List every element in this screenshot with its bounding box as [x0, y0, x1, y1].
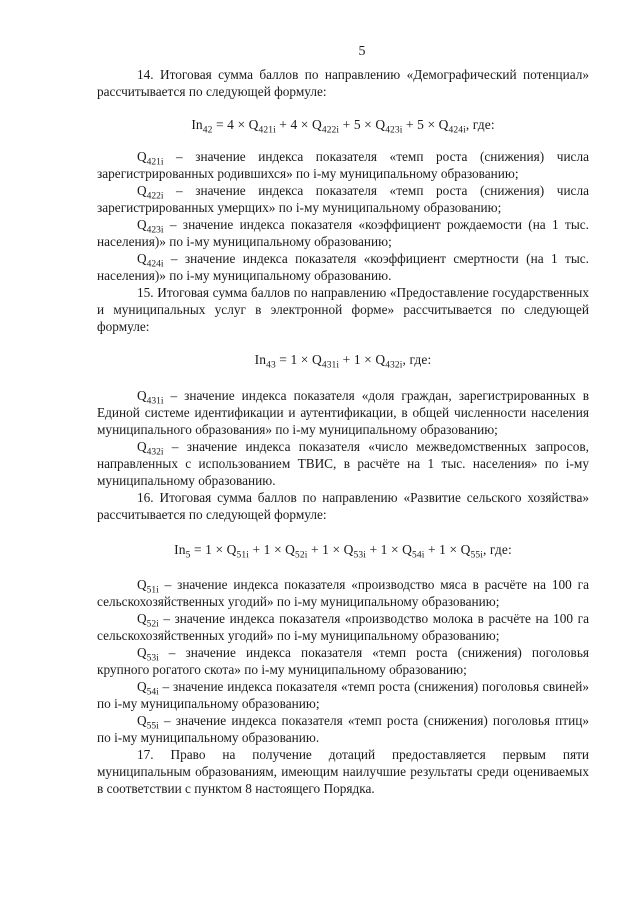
paragraph: 17. Право на получение дотаций предоставляется первым пяти муниципальным образованиям, имеющим наилучшие результаты среди оцениваемых в соответствии с пунктом 8 настоящего Порядка. — [97, 747, 589, 796]
formula-term: $1 \times Q_{51i}$ — [205, 542, 249, 561]
formula-lhs: $In_{42}$ — [191, 117, 213, 136]
definition-text: – значение индекса показателя «темп роста (снижения) поголовья крупного рогатого скота» по i-му муниципальному образованию; — [97, 645, 589, 677]
definition-text: – значение индекса показателя «производство молока в расчёте на 100 га сельскохозяйственных угодий» по i-му муниципальному образованию; — [97, 611, 589, 643]
definition-subscript: 422i — [146, 191, 164, 202]
formula-term-subscript: 55i — [470, 550, 483, 561]
formula-lhs: $In_{43}$ — [254, 352, 276, 371]
formula-term-subscript: 423i — [385, 125, 403, 136]
paragraph: 14. Итоговая сумма баллов по направлению «Демографический потенциал» рассчитывается по следующей формуле: — [97, 67, 589, 99]
formula-lhs-subscript: 43 — [266, 360, 276, 371]
definition-text: – значение индекса показателя «темп роста (снижения) числа зарегистрированных родившихся» по i-му муниципальному образованию; — [97, 149, 589, 181]
definition-text: – значение индекса показателя «число межведомственных запросов, направленных с использованием ТВИС, в расчёте на 1 тыс. населения» по i-му муниципальному образованию. — [97, 439, 589, 488]
definition-item: $Q_{421i}$ – значение индекса показателя «темп роста (снижения) числа зарегистрированных родившихся» по i-му муниципальному образованию; — [97, 149, 589, 181]
formula-term: $5 \times Q_{424i}$ — [417, 117, 466, 136]
definition-subscript: 431i — [146, 396, 164, 407]
formula-lhs-subscript: 5 — [185, 550, 191, 561]
formula-term: $1 \times Q_{432i}$ — [353, 352, 403, 371]
formula-term-subscript: 422i — [321, 125, 340, 136]
paragraph: 16. Итоговая сумма баллов по направлению «Развитие сельского хозяйства» рассчитывается по следующей формуле: — [97, 490, 589, 522]
definition-item: $Q_{51i}$ – значение индекса показателя «производство мяса в расчёте на 100 га сельскохозяйственных угодий» по i-му муниципальному образованию; — [97, 577, 589, 609]
formula-term-subscript: 52i — [295, 550, 308, 561]
formula-term: $1 \times Q_{53i}$ — [322, 542, 366, 561]
definition-text: – значение индекса показателя «коэффициент рождаемости (на 1 тыс. населения)» по i-му муниципальному образованию; — [97, 217, 589, 249]
definition-subscript: 432i — [146, 447, 164, 458]
formula-tail: , где: — [482, 542, 512, 557]
page-number: 5 — [358, 44, 366, 59]
definition-item: $Q_{424i}$ – значение индекса показателя «коэффициент смертности (на 1 тыс. населения)» по i-му муниципальному образованию. — [97, 251, 589, 283]
formula-term-subscript: 51i — [236, 550, 249, 561]
definition-text: – значение индекса показателя «темп роста (снижения) поголовья птиц» по i-му муниципальному образованию. — [97, 713, 589, 745]
formula-term: $1 \times Q_{54i}$ — [380, 542, 425, 561]
formula-lhs: $In_5$ — [174, 542, 191, 561]
formula-term: $4 \times Q_{421i}$ — [227, 117, 276, 136]
definition-subscript: 424i — [146, 259, 164, 270]
definition-item: $Q_{53i}$ – значение индекса показателя «темп роста (снижения) поголовья крупного рогатого скота» по i-му муниципальному образованию; — [97, 645, 589, 677]
definition-subscript: 421i — [146, 157, 164, 168]
formula-term: $1 \times Q_{52i}$ — [263, 542, 308, 561]
formula-term-subscript: 432i — [385, 360, 403, 371]
definition-text: – значение индекса показателя «производство мяса в расчёте на 100 га сельскохозяйственных угодий» по i-му муниципальному образованию; — [97, 577, 589, 609]
definition-text: – значение индекса показателя «темп роста (снижения) поголовья свиней» по i-му муниципальному образованию; — [97, 679, 589, 711]
formula-term: $4 \times Q_{422i}$ — [290, 117, 340, 136]
paragraph: 15. Итоговая сумма баллов по направлению «Предоставление государственных и муниципальных услуг в электронной форме» рассчитывается по следующей формуле: — [97, 285, 589, 334]
definition-text: – значение индекса показателя «доля граждан, зарегистрированных в Единой системе идентификации и аутентификации, в общей численности населения муниципального образования» по i-му муниципальному образованию; — [97, 388, 589, 437]
definition-subscript: 423i — [146, 225, 164, 236]
definition-item: $Q_{432i}$ – значение индекса показателя «число межведомственных запросов, направленных с использованием ТВИС, в расчёте на 1 тыс. населения» по i-му муниципальному образованию. — [97, 439, 589, 488]
formula: $In_{43} = 1 \times Q_{431i} + 1 \times Q_{432i}$, где: — [254, 352, 432, 371]
definition-item: $Q_{431i}$ – значение индекса показателя «доля граждан, зарегистрированных в Единой системе идентификации и аутентификации, в общей численности населения муниципального образования» по i-му муниципальному образованию; — [97, 388, 589, 437]
definition-subscript: 53i — [146, 653, 159, 664]
formula-term-subscript: 421i — [258, 125, 276, 136]
document-body — [97, 66, 589, 797]
formula-tail: , где: — [402, 352, 432, 367]
definition-text: – значение индекса показателя «темп роста (снижения) числа зарегистрированных умерщих» по i-му муниципальному образованию; — [97, 183, 589, 215]
formula-tail: , где: — [465, 117, 495, 132]
definition-item: $Q_{423i}$ – значение индекса показателя «коэффициент рождаемости (на 1 тыс. населения)» по i-му муниципальному образованию; — [97, 217, 589, 249]
formula-term-subscript: 53i — [353, 550, 366, 561]
definition-item: $Q_{55i}$ – значение индекса показателя «темп роста (снижения) поголовья птиц» по i-му муниципальному образованию. — [97, 713, 589, 745]
definition-subscript: 52i — [146, 619, 159, 630]
definition-subscript: 55i — [146, 721, 159, 732]
formula-term: $1 \times Q_{55i}$ — [439, 542, 483, 561]
definition-subscript: 54i — [146, 687, 159, 698]
formula-term-subscript: 431i — [321, 360, 340, 371]
definition-text: – значение индекса показателя «коэффициент смертности (на 1 тыс. населения)» по i-му муниципальному образованию. — [97, 251, 589, 283]
formula: $In_{42} = 4 \times Q_{421i} + 4 \times Q_{422i} + 5 \times Q_{423i} + 5 \times Q_{424i}$, где: — [191, 117, 495, 136]
definition-subscript: 51i — [146, 585, 159, 596]
formula-term-subscript: 54i — [412, 550, 425, 561]
definition-item: $Q_{54i}$ – значение индекса показателя «темп роста (снижения) поголовья свиней» по i-му муниципальному образованию; — [97, 679, 589, 711]
formula-term: $5 \times Q_{423i}$ — [353, 117, 403, 136]
formula-term-subscript: 424i — [448, 125, 466, 136]
formula-term: $1 \times Q_{431i}$ — [290, 352, 340, 371]
definition-item: $Q_{422i}$ – значение индекса показателя «темп роста (снижения) числа зарегистрированных умерщих» по i-му муниципальному образованию; — [97, 183, 589, 215]
formula: $In_5 = 1 \times Q_{51i} + 1 \times Q_{52i} + 1 \times Q_{53i} + 1 \times Q_{54i} + 1 \times Q_{55i}$, где: — [174, 542, 512, 561]
formula-lhs-subscript: 42 — [202, 125, 213, 136]
definition-item: $Q_{52i}$ – значение индекса показателя «производство молока в расчёте на 100 га сельскохозяйственных угодий» по i-му муниципальному образованию; — [97, 611, 589, 643]
